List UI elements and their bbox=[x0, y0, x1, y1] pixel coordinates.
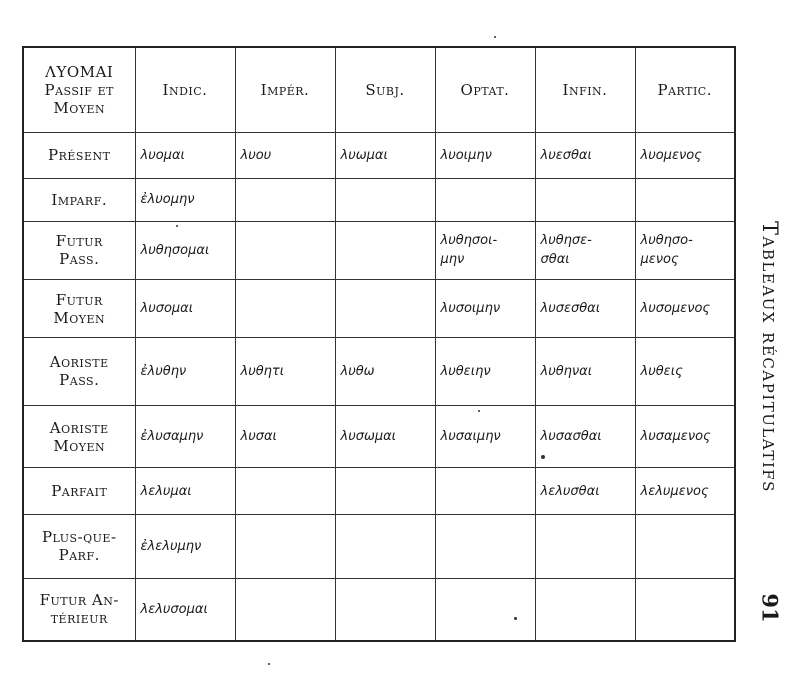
table-cell bbox=[635, 514, 735, 578]
table-cell bbox=[335, 514, 435, 578]
table-cell: λυωμαι bbox=[335, 132, 435, 179]
column-header-partic: Partic. bbox=[635, 47, 735, 132]
table-cell: λυθηναι bbox=[535, 337, 635, 405]
table-cell: λυσωμαι bbox=[335, 405, 435, 468]
table-cell: λυθησομαι bbox=[135, 221, 235, 280]
row-label: Aoriste Moyen bbox=[23, 405, 135, 468]
ink-speck bbox=[478, 410, 480, 412]
table-cell bbox=[435, 468, 535, 515]
row-label: Imparf. bbox=[23, 179, 135, 222]
table-cell: λυθησε- σθαι bbox=[535, 221, 635, 280]
table-cell: λυεσθαι bbox=[535, 132, 635, 179]
table-cell bbox=[535, 179, 635, 222]
table-cell: λυσεσθαι bbox=[535, 280, 635, 338]
table-cell bbox=[435, 578, 535, 641]
table-cell: λυου bbox=[235, 132, 335, 179]
table-cell: λυσαιμην bbox=[435, 405, 535, 468]
table-row bbox=[23, 514, 735, 578]
table-cell bbox=[335, 179, 435, 222]
table-cell bbox=[535, 514, 635, 578]
table-cell bbox=[335, 221, 435, 280]
ink-speck bbox=[494, 36, 496, 38]
table-row bbox=[23, 132, 735, 179]
table-row bbox=[23, 221, 735, 280]
table-cell: ἐλυσαμην bbox=[135, 405, 235, 468]
table-cell bbox=[235, 468, 335, 515]
table-cell: λελυμενος bbox=[635, 468, 735, 515]
table-cell bbox=[435, 514, 535, 578]
column-header-optat: Optat. bbox=[435, 47, 535, 132]
table-cell bbox=[235, 578, 335, 641]
table-cell: λυοιμην bbox=[435, 132, 535, 179]
table-cell: λελυμαι bbox=[135, 468, 235, 515]
row-label: Futur An- térieur bbox=[23, 578, 135, 641]
table-cell bbox=[535, 578, 635, 641]
table-row bbox=[23, 405, 735, 468]
table-row bbox=[23, 179, 735, 222]
table-cell bbox=[235, 514, 335, 578]
table-row bbox=[23, 468, 735, 515]
ink-speck bbox=[514, 617, 517, 620]
table-cell: ἐλυομην bbox=[135, 179, 235, 222]
table-cell: λυσομενος bbox=[635, 280, 735, 338]
row-label: Présent bbox=[23, 132, 135, 179]
table-cell: λυθω bbox=[335, 337, 435, 405]
table-cell: λυσοιμην bbox=[435, 280, 535, 338]
column-header-imper: Impér. bbox=[235, 47, 335, 132]
table-cell: λυσομαι bbox=[135, 280, 235, 338]
table-cell: λυθησο- μενος bbox=[635, 221, 735, 280]
running-head: Tableaux récapitulatifs bbox=[758, 221, 782, 493]
ink-speck bbox=[541, 455, 545, 459]
table-cell: λυθητι bbox=[235, 337, 335, 405]
column-header-subj: Subj. bbox=[335, 47, 435, 132]
row-label: Futur Pass. bbox=[23, 221, 135, 280]
table-cell: λυσαι bbox=[235, 405, 335, 468]
table-cell bbox=[335, 280, 435, 338]
row-label: Plus-que- Parf. bbox=[23, 514, 135, 578]
corner-label: ΛΥΟΜΑΙ Passif et Moyen bbox=[23, 47, 135, 132]
table-cell: λυομαι bbox=[135, 132, 235, 179]
column-header-infin: Infin. bbox=[535, 47, 635, 132]
table-row bbox=[23, 578, 735, 641]
table-cell: λυομενος bbox=[635, 132, 735, 179]
header-row bbox=[23, 47, 735, 132]
table-cell: λυθειην bbox=[435, 337, 535, 405]
table-cell bbox=[235, 221, 335, 280]
table-cell bbox=[435, 179, 535, 222]
page-number: 91 bbox=[757, 593, 783, 623]
table-cell bbox=[635, 578, 735, 641]
table-cell bbox=[235, 280, 335, 338]
conjugation-table bbox=[22, 46, 736, 642]
row-label: Aoriste Pass. bbox=[23, 337, 135, 405]
table-cell: λυσασθαι bbox=[535, 405, 635, 468]
table-cell: λελυσομαι bbox=[135, 578, 235, 641]
table-cell: λελυσθαι bbox=[535, 468, 635, 515]
table-cell bbox=[335, 468, 435, 515]
table-cell bbox=[635, 179, 735, 222]
table-cell: ἐλελυμην bbox=[135, 514, 235, 578]
row-label: Futur Moyen bbox=[23, 280, 135, 338]
table-cell bbox=[235, 179, 335, 222]
table-row bbox=[23, 280, 735, 338]
table-cell: λυθεις bbox=[635, 337, 735, 405]
ink-speck bbox=[176, 225, 178, 227]
ink-speck bbox=[268, 663, 270, 665]
row-label: Parfait bbox=[23, 468, 135, 515]
column-header-indic: Indic. bbox=[135, 47, 235, 132]
table-row bbox=[23, 337, 735, 405]
table-cell: ἐλυθην bbox=[135, 337, 235, 405]
table-cell bbox=[335, 578, 435, 641]
table-cell: λυσαμενος bbox=[635, 405, 735, 468]
table-cell: λυθησοι- μην bbox=[435, 221, 535, 280]
